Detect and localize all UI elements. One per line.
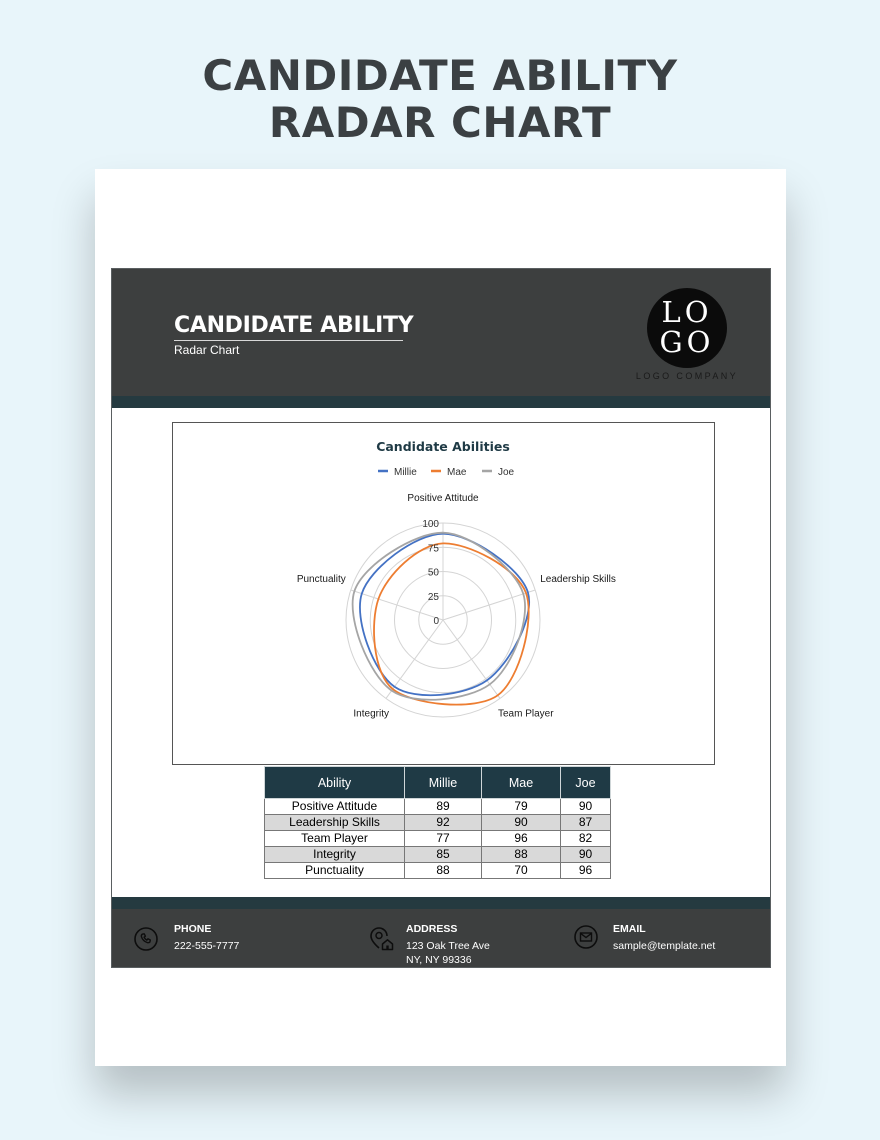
page-title-line-2: RADAR CHART: [268, 98, 612, 147]
email-label: EMAIL: [613, 923, 646, 935]
location-home-icon: [368, 925, 394, 951]
phone-label: PHONE: [174, 923, 212, 935]
table-cell: 90: [482, 815, 561, 831]
category-label: Positive Attitude: [407, 493, 479, 504]
column-header: Joe: [561, 767, 611, 799]
scores-table: [264, 766, 611, 879]
table-row: [265, 863, 611, 879]
table-cell: 96: [561, 863, 611, 879]
column-header: Ability: [265, 767, 405, 799]
category-label: Leadership Skills: [540, 574, 616, 586]
document-subtitle: Radar Chart: [174, 343, 240, 357]
table-row: [265, 831, 611, 847]
legend-label: Millie: [394, 467, 417, 478]
table-cell: Integrity: [265, 847, 405, 863]
table-cell: 85: [405, 847, 482, 863]
table-cell: 90: [561, 847, 611, 863]
column-header: Millie: [405, 767, 482, 799]
table-cell: 77: [405, 831, 482, 847]
table-row: [265, 847, 611, 863]
legend-label: Mae: [447, 467, 467, 478]
address-line-1: 123 Oak Tree Ave: [406, 940, 490, 952]
table-cell: 79: [482, 799, 561, 815]
radial-tick-label: 0: [433, 616, 439, 627]
table-cell: 90: [561, 799, 611, 815]
document-title: CANDIDATE ABILITY: [174, 313, 414, 338]
table-cell: 92: [405, 815, 482, 831]
radar-chart: [173, 423, 714, 764]
legend-label: Joe: [498, 467, 515, 478]
logo-company-name: LOGO COMPANY: [635, 371, 739, 381]
logo-text-line-1: LO: [661, 295, 713, 329]
table-cell: 89: [405, 799, 482, 815]
category-label: Team Player: [498, 708, 554, 720]
document-card: [111, 268, 771, 968]
phone-value: 222-555-7777: [174, 940, 240, 952]
table-cell: Positive Attitude: [265, 799, 405, 815]
address-label: ADDRESS: [406, 923, 458, 935]
table-cell: 82: [561, 831, 611, 847]
table-cell: 87: [561, 815, 611, 831]
category-label: Integrity: [353, 708, 389, 720]
table-cell: 96: [482, 831, 561, 847]
document-header: [112, 269, 770, 396]
phone-icon: [134, 927, 158, 951]
radial-tick-label: 100: [422, 519, 439, 530]
table-cell: Leadership Skills: [265, 815, 405, 831]
address-line-2: NY, NY 99336: [406, 954, 472, 966]
category-label: Punctuality: [296, 574, 346, 586]
email-icon: [574, 925, 598, 949]
radar-spoke: [443, 590, 535, 620]
table-cell: 70: [482, 863, 561, 879]
radial-tick-label: 75: [427, 543, 439, 555]
chart-title: Candidate Abilities: [376, 439, 510, 454]
header-accent-strip: [112, 396, 770, 408]
column-header: Mae: [482, 767, 561, 799]
logo-text-line-2: GO: [659, 325, 715, 359]
table-row: [265, 815, 611, 831]
table-cell: 88: [405, 863, 482, 879]
radial-tick-label: 50: [427, 567, 439, 579]
table-cell: Team Player: [265, 831, 405, 847]
radar-chart-frame: [172, 422, 715, 765]
page-title-line-1: CANDIDATE ABILITY: [202, 51, 678, 100]
table-row: [265, 799, 611, 815]
table-cell: Punctuality: [265, 863, 405, 879]
table-cell: 88: [482, 847, 561, 863]
email-value: sample@template.net: [613, 940, 716, 952]
table-header-row: [265, 767, 611, 799]
radial-tick-label: 25: [427, 591, 439, 603]
title-underline: [174, 340, 403, 341]
document-footer: [112, 909, 770, 967]
logo-mark: [647, 297, 727, 357]
page-title: [0, 52, 880, 146]
footer-accent-strip: [112, 897, 770, 909]
